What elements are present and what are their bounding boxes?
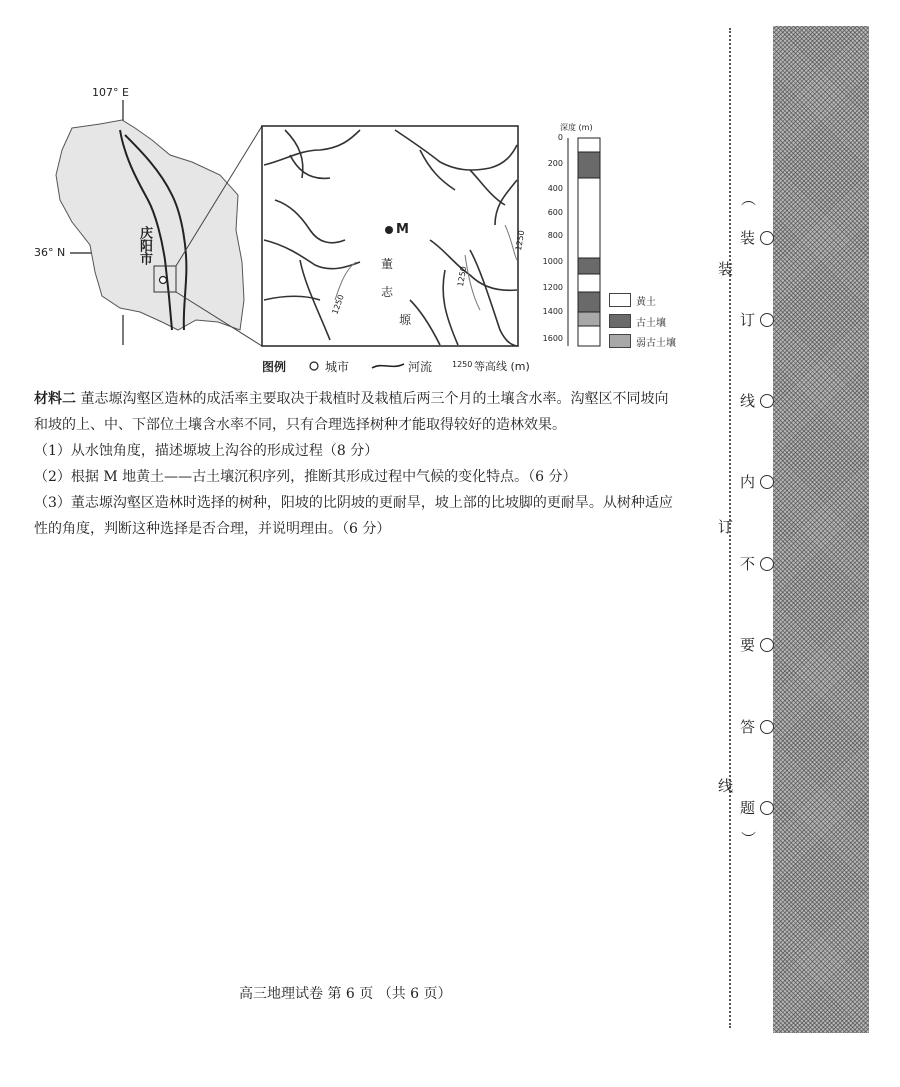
depth-tick: 1600	[542, 334, 563, 343]
binding-open-paren: ︵	[741, 190, 757, 208]
question-1: （1）从水蚀角度，描述塬坡上沟谷的形成过程（8 分）	[34, 443, 379, 459]
depth-tick: 600	[547, 208, 563, 217]
city-marker	[160, 277, 167, 284]
legend-contour-example: 1250	[452, 360, 473, 369]
legend-paleosol-label: 古土壤	[636, 318, 666, 329]
depth-tick: 1000	[542, 257, 563, 266]
column-segment-paleosol	[578, 152, 600, 178]
binding-inner-char: 答	[740, 718, 756, 736]
legend-contour-label: 等高线 (m)	[474, 360, 530, 373]
binding-outer-char: 订	[718, 518, 734, 536]
plateau-char: 塬	[399, 313, 412, 327]
legend-weak-paleosol-label: 弱古土壤	[636, 338, 676, 349]
legend-city-icon	[310, 362, 318, 370]
binding-outer-char: 装	[718, 260, 734, 278]
contour-label-mid: 1250	[455, 265, 469, 288]
binding-inner-char: 要	[740, 636, 756, 654]
material-label: 材料二	[34, 391, 76, 407]
column-segment-loess	[578, 326, 600, 346]
legend-city-label: 城市	[325, 360, 350, 374]
binding-circle	[760, 313, 774, 327]
depth-tick: 400	[547, 184, 563, 193]
binding-outer-char: 线	[718, 777, 734, 795]
question-3: （3）董志塬沟壑区造林时选择的树种，阳坡的比阴坡的更耐旱，坡上部的比坡脚的更耐旱。从树种适应性的角度，判断这种选择是否合理，并说明理由。（6 分）	[34, 495, 673, 537]
material-text: 董志塬沟壑区造林的成活率主要取决于栽植时及栽植后两三个月的土壤含水率。沟壑区不同坡向和坡的上、中、下部位土壤含水率不同，只有合理选择树种才能取得较好的造林效果。	[34, 391, 669, 433]
city-name: 庆阳市	[137, 226, 152, 265]
binding-circle	[760, 394, 774, 408]
column-segment-loess	[578, 138, 600, 152]
legend-river-label: 河流	[408, 360, 433, 374]
column-segment-weak-paleosol	[578, 312, 600, 326]
depth-tick: 0	[557, 133, 563, 142]
binding-close-paren: ︶	[741, 830, 757, 848]
binding-inner-char: 内	[740, 473, 756, 491]
legend-river-icon	[372, 364, 404, 368]
binding-circle	[760, 801, 774, 815]
binding-inner-char: 线	[740, 392, 756, 410]
column-segment-paleosol	[578, 292, 600, 312]
plateau-name	[381, 250, 411, 334]
figure-map	[20, 80, 700, 375]
binding-inner-char: 装	[740, 229, 756, 247]
latitude-label: 36° N	[34, 246, 66, 259]
plateau-char: 董	[381, 257, 394, 271]
binding-hatched-strip	[773, 26, 869, 1033]
legend-loess-label: 黄土	[636, 297, 656, 308]
legend-title: 图例	[262, 360, 287, 374]
contour-label-right: 1250	[513, 229, 527, 252]
binding-circle	[760, 475, 774, 489]
m-point-marker	[385, 226, 393, 234]
depth-tick: 200	[547, 159, 563, 168]
region-outline	[56, 120, 244, 330]
depth-tick: 1200	[542, 283, 563, 292]
binding-inner-char: 不	[740, 555, 756, 573]
column-title: 深度 (m)	[560, 123, 593, 132]
column-segment-loess	[578, 178, 600, 258]
material-paragraph	[34, 386, 674, 438]
binding-circle	[760, 638, 774, 652]
longitude-label: 107° E	[92, 86, 129, 99]
binding-inner-char: 订	[740, 311, 756, 329]
binding-inner-char: 题	[740, 799, 756, 817]
column-segment-paleosol	[578, 258, 600, 274]
column-segment-loess	[578, 274, 600, 292]
depth-tick: 800	[547, 231, 563, 240]
m-point-label: M	[396, 222, 409, 237]
question-2: （2）根据 M 地黄土——古土壤沉积序列，推断其形成过程中气候的变化特点。（6 分）	[34, 469, 577, 485]
plateau-char: 志	[381, 285, 394, 299]
binding-circle	[760, 720, 774, 734]
legend-paleosol-swatch	[609, 314, 631, 328]
binding-circle	[760, 557, 774, 571]
depth-tick: 1400	[542, 307, 563, 316]
binding-circle	[760, 231, 774, 245]
legend-weak-paleosol-swatch	[609, 334, 631, 348]
contour-label-left: 1250	[330, 293, 346, 316]
page-footer: 高三地理试卷 第 6 页 （共 6 页）	[239, 986, 452, 1002]
legend-loess-swatch	[609, 293, 631, 307]
